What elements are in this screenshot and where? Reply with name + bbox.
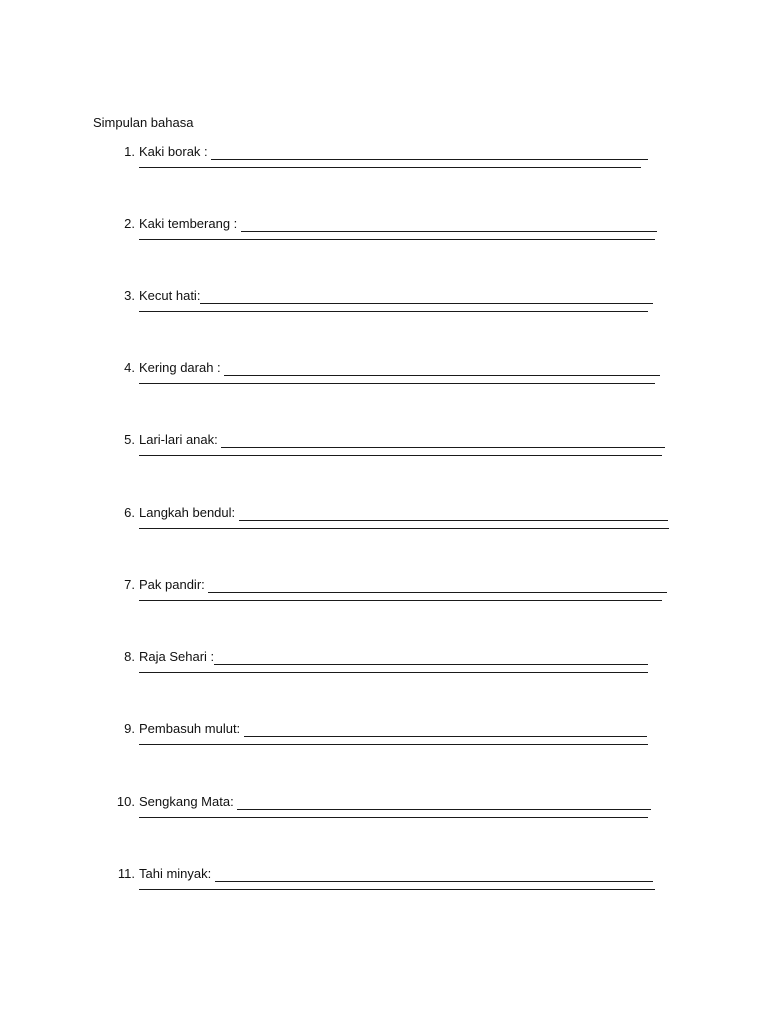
- answer-line[interactable]: [139, 311, 648, 312]
- item-row: [139, 288, 653, 304]
- answer-line[interactable]: [139, 744, 648, 745]
- answer-line[interactable]: [139, 383, 655, 384]
- item-number: 2.: [124, 216, 135, 231]
- answer-line[interactable]: [139, 889, 655, 890]
- answer-line[interactable]: [139, 239, 655, 240]
- list-item: [0, 577, 768, 617]
- item-label: Pak pandir:: [139, 577, 209, 592]
- answer-line[interactable]: [221, 434, 665, 448]
- answer-line[interactable]: [241, 218, 657, 232]
- list-item: [0, 360, 768, 400]
- answer-line[interactable]: [239, 507, 668, 521]
- list-item: [0, 866, 768, 906]
- item-label: Tahi minyak:: [139, 866, 215, 881]
- answer-line[interactable]: [139, 528, 669, 529]
- item-number: 4.: [124, 360, 135, 375]
- list-item: [0, 216, 768, 256]
- answer-line[interactable]: [211, 146, 648, 160]
- answer-line[interactable]: [244, 723, 647, 737]
- answer-line[interactable]: [214, 651, 648, 665]
- item-row: [139, 649, 648, 665]
- item-number: 7.: [124, 577, 135, 592]
- answer-line[interactable]: [139, 600, 662, 601]
- answer-line[interactable]: [215, 868, 653, 882]
- list-item: [0, 432, 768, 472]
- item-row: [139, 866, 653, 882]
- answer-line[interactable]: [200, 290, 653, 304]
- answer-line[interactable]: [139, 167, 641, 168]
- item-label: Raja Sehari :: [139, 649, 215, 664]
- item-row: [139, 794, 651, 810]
- page-title: Simpulan bahasa: [93, 115, 194, 130]
- item-number: 8.: [124, 649, 135, 664]
- item-label: Kering darah :: [139, 360, 225, 375]
- answer-line[interactable]: [139, 672, 648, 673]
- item-row: [139, 360, 660, 376]
- item-number: 10.: [116, 794, 135, 809]
- list-item: [0, 649, 768, 689]
- item-number: 3.: [124, 288, 135, 303]
- item-row: [139, 577, 667, 593]
- item-row: [139, 505, 668, 521]
- item-number: 6.: [124, 505, 135, 520]
- item-label: Kecut hati:: [139, 288, 201, 303]
- item-label: Sengkang Mata:: [139, 794, 238, 809]
- answer-line[interactable]: [139, 817, 648, 818]
- item-label: Langkah bendul:: [139, 505, 239, 520]
- list-item: [0, 288, 768, 328]
- item-row: [139, 144, 648, 160]
- answer-line[interactable]: [237, 796, 651, 810]
- list-item: [0, 505, 768, 545]
- item-label: Kaki temberang :: [139, 216, 241, 231]
- item-number: 5.: [124, 432, 135, 447]
- item-row: [139, 216, 657, 232]
- item-row: [139, 721, 647, 737]
- item-label: Lari-lari anak:: [139, 432, 222, 447]
- list-item: [0, 144, 768, 184]
- answer-line[interactable]: [139, 455, 662, 456]
- item-row: [139, 432, 665, 448]
- answer-line[interactable]: [208, 579, 667, 593]
- item-number: 9.: [124, 721, 135, 736]
- item-number: 1.: [124, 144, 135, 159]
- list-item: [0, 794, 768, 834]
- list-item: [0, 721, 768, 761]
- item-label: Pembasuh mulut:: [139, 721, 244, 736]
- item-number: 11.: [117, 866, 135, 881]
- item-label: Kaki borak :: [139, 144, 212, 159]
- answer-line[interactable]: [224, 362, 660, 376]
